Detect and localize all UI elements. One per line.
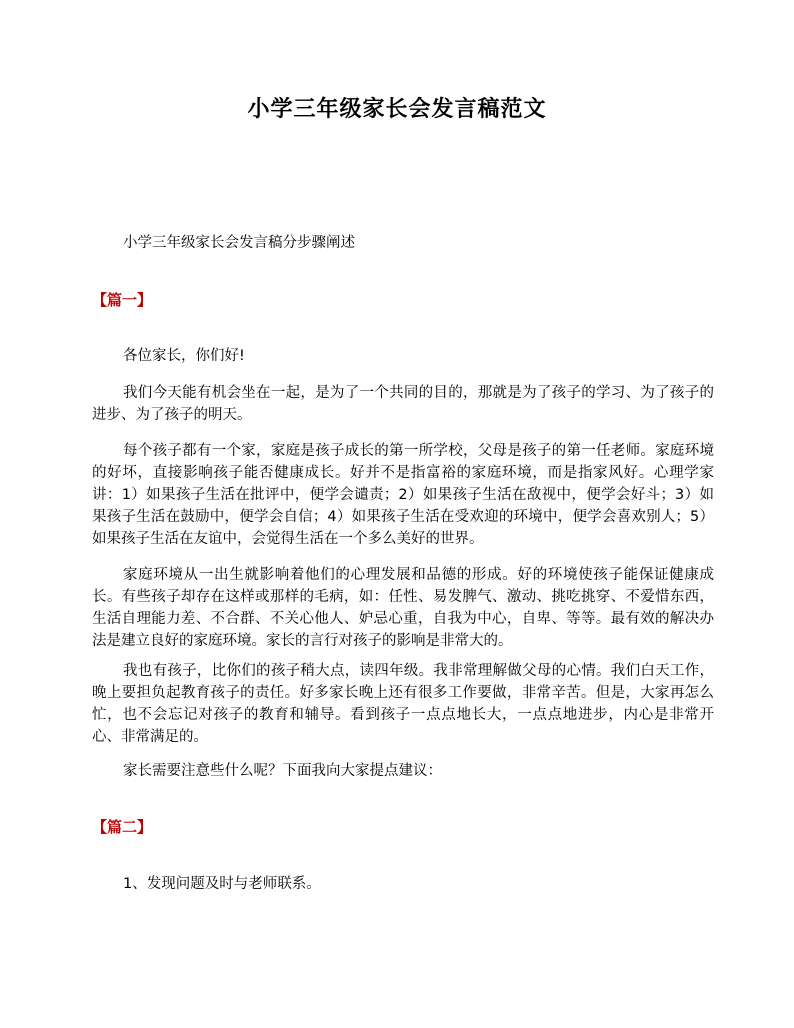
section-label-2: 【篇二】 <box>92 818 153 836</box>
paragraph-3: 家庭环境从一出生就影响着他们的心理发展和品德的形成。好的环境使孩子能保证健康成长。有些孩子却存在这样或那样的毛病，如：任性、易发脾气、激动、挑吃挑穿、不爱惜东西，生活自理能力差、不合群、不关心他人、妒忌心重，自我为中心，自卑、等等。最有效的解决办法是建立良好的家庭环境。家长的言行对孩子的影响是非常大的。 <box>92 567 714 649</box>
document-title: 小学三年级家长会发言稿范文 <box>247 96 547 122</box>
document-subtitle: 小学三年级家长会发言稿分步骤阐述 <box>123 235 355 251</box>
section-label-1: 【篇一】 <box>92 291 153 309</box>
paragraph-1: 我们今天能有机会坐在一起，是为了一个共同的目的，那就是为了孩子的学习、为了孩子的进步、为了孩子的明天。 <box>92 385 714 423</box>
paragraph-5: 家长需要注意些什么呢？下面我向大家提点建议： <box>123 763 442 779</box>
paragraph-2: 每个孩子都有一个家，家庭是孩子成长的第一所学校，父母是孩子的第一任老师。家庭环境的好坏，直接影响孩子能否健康成长。好并不是指富裕的家庭环境，而是指家风好。心理学家讲：1）如果孩子生活在批评中，便学会谴责；2）如果孩子生活在敌视中，便学会好斗；3）如果孩子生活在鼓励中，便学会自信；4）如果孩子生活在受欢迎的环境中，便学会喜欢别人；5）如果孩子生活在友谊中，会觉得生活在一个多么美好的世界。 <box>92 443 714 547</box>
paragraph-4: 我也有孩子，比你们的孩子稍大点，读四年级。我非常理解做父母的心情。我们白天工作，晚上要担负起教育孩子的责任。好多家长晚上还有很多工作要做，非常辛苦。但是，大家再怎么忙，也不会忘记对孩子的教育和辅导。看到孩子一点点地长大，一点点地进步，内心是非常开心、非常满足的。 <box>92 663 714 745</box>
list-item-1: 1、发现问题及时与老师联系。 <box>123 876 321 892</box>
greeting-paragraph: 各位家长，你们好! <box>123 348 245 364</box>
